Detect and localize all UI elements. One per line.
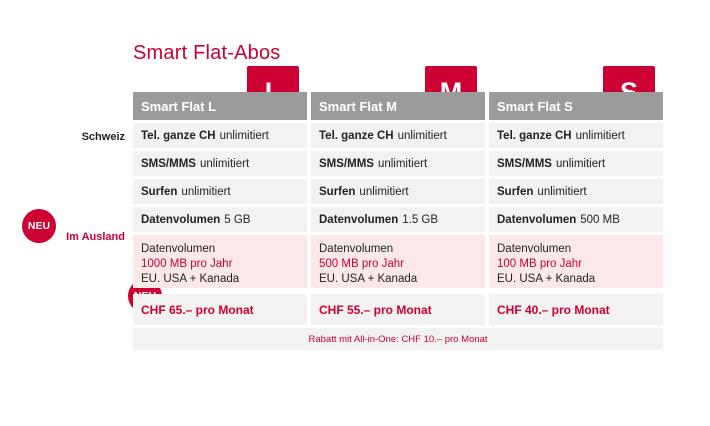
abroad-cell <box>311 235 485 288</box>
table-row <box>133 148 663 176</box>
feature-cell <box>489 123 663 148</box>
abroad-line-2: 1000 MB pro Jahr <box>141 258 233 271</box>
table-row <box>133 120 663 148</box>
feature-value: 1.5 GB <box>402 213 439 226</box>
abroad-cell <box>133 235 307 288</box>
abroad-line-2: 500 MB pro Jahr <box>319 258 405 271</box>
feature-cell <box>311 179 485 204</box>
page-title: Smart Flat-Abos <box>133 42 281 65</box>
abroad-cell <box>489 235 663 288</box>
abroad-line-1: Datenvolumen <box>319 243 394 256</box>
abroad-line-3: EU. USA + Kanada <box>319 272 418 285</box>
feature-key: Surfen <box>141 185 178 198</box>
feature-key: Surfen <box>319 185 356 198</box>
feature-key: Datenvolumen <box>319 213 399 226</box>
feature-value: 500 MB <box>580 213 620 226</box>
feature-value: unlimitiert <box>397 129 447 142</box>
feature-cell <box>489 207 663 232</box>
feature-value: unlimitiert <box>199 157 250 170</box>
feature-key: Datenvolumen <box>141 213 221 226</box>
feature-value: unlimitiert <box>359 185 409 198</box>
feature-cell <box>311 123 485 148</box>
abroad-line-1: Datenvolumen <box>141 243 216 256</box>
feature-key: Datenvolumen <box>497 213 577 226</box>
price-cell-s: CHF 40.– pro Monat <box>489 294 663 325</box>
price-row <box>133 288 663 325</box>
new-badge-abroad: NEU <box>22 209 56 243</box>
table-row <box>133 176 663 204</box>
column-header-m: Smart Flat M <box>311 92 485 120</box>
feature-cell <box>311 207 485 232</box>
feature-cell <box>133 151 307 176</box>
section-label-domestic: Schweiz <box>81 131 125 143</box>
feature-key: SMS/MMS <box>141 157 196 170</box>
column-header-l: Smart Flat L <box>133 92 307 120</box>
feature-key: Surfen <box>497 185 534 198</box>
abroad-line-1: Datenvolumen <box>497 243 572 256</box>
feature-value: unlimitiert <box>555 157 606 170</box>
feature-cell <box>489 151 663 176</box>
abroad-row <box>133 232 663 288</box>
feature-value: unlimitiert <box>537 185 587 198</box>
feature-key: Tel. ganze CH <box>497 129 572 142</box>
abroad-line-3: EU. USA + Kanada <box>141 272 240 285</box>
feature-cell <box>133 179 307 204</box>
feature-key: Tel. ganze CH <box>319 129 394 142</box>
feature-key: SMS/MMS <box>319 157 374 170</box>
feature-cell <box>489 179 663 204</box>
feature-value: unlimitiert <box>575 129 625 142</box>
feature-cell <box>133 207 307 232</box>
price-cell-m: CHF 55.– pro Monat <box>311 294 485 325</box>
table-row <box>133 204 663 232</box>
feature-value: unlimitiert <box>377 157 428 170</box>
abroad-line-3: EU. USA + Kanada <box>497 272 596 285</box>
feature-key: Tel. ganze CH <box>141 129 216 142</box>
feature-value: unlimitiert <box>219 129 269 142</box>
feature-cell <box>311 151 485 176</box>
price-cell-l: CHF 65.– pro Monat <box>133 294 307 325</box>
column-header-s: Smart Flat S <box>489 92 663 120</box>
section-label-abroad: Im Ausland <box>66 231 125 243</box>
abroad-line-2: 100 MB pro Jahr <box>497 258 583 271</box>
table-header-row <box>133 92 663 120</box>
rebate-note: Rabatt mit All-in-One: CHF 10.– pro Monat <box>133 328 663 350</box>
plan-comparison-table <box>133 92 663 350</box>
feature-value: unlimitiert <box>181 185 231 198</box>
feature-value: 5 GB <box>224 213 251 226</box>
feature-key: SMS/MMS <box>497 157 552 170</box>
feature-cell <box>133 123 307 148</box>
